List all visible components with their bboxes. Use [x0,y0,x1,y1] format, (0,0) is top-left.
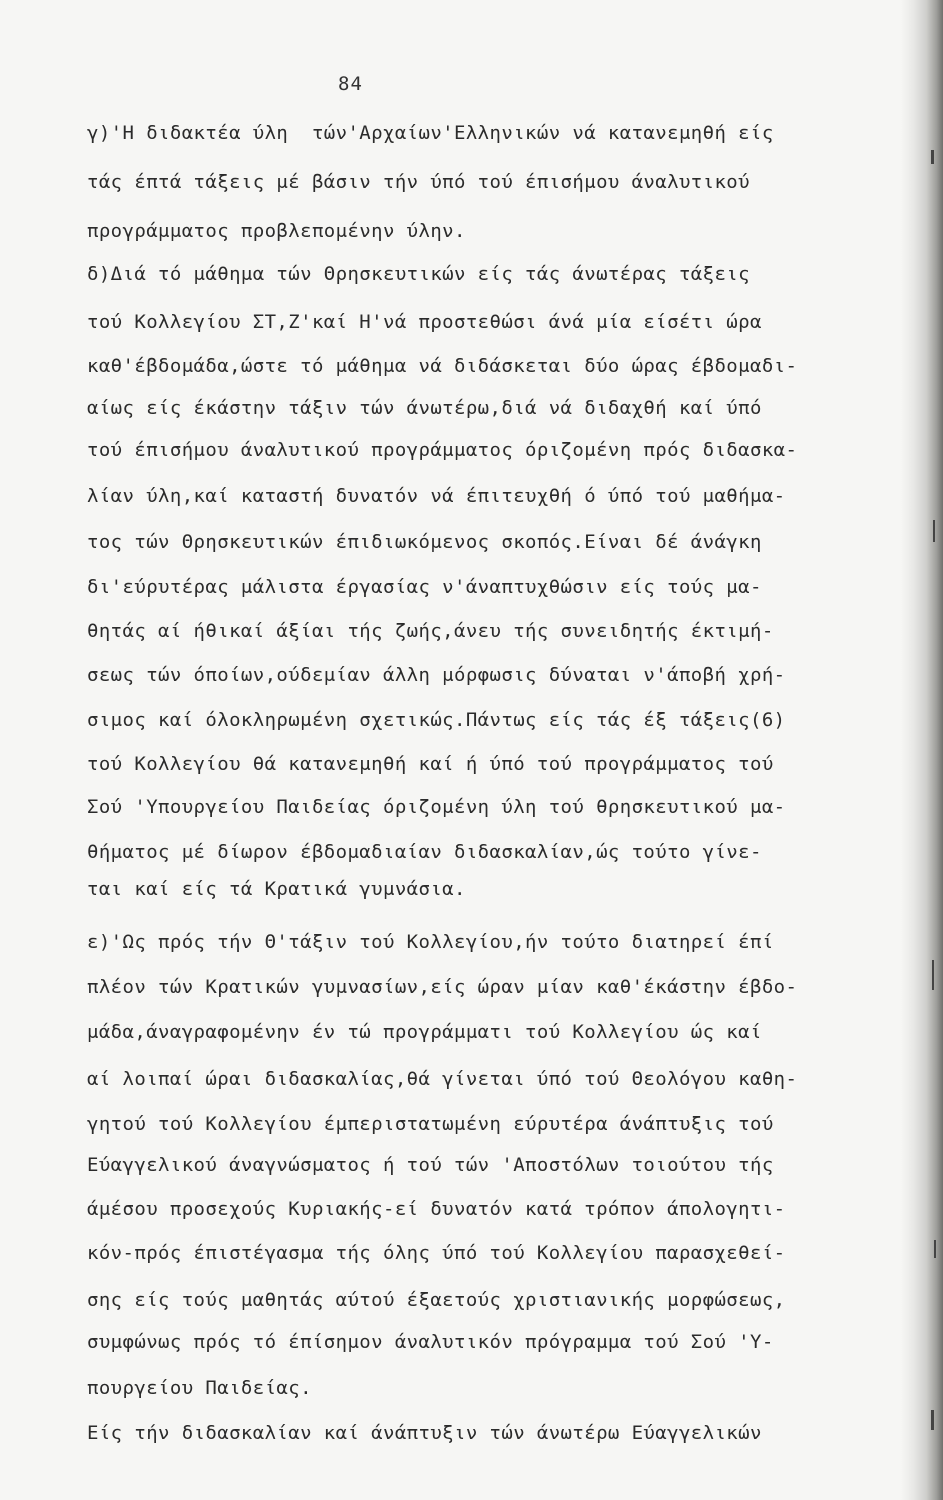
text-line: σης είς τούς μαθητάς αύτού έξαετούς χριστιανικής μορφώσεως, [87,1289,786,1311]
text-line: θήματος μέ δίωρον έβδομαδιαίαν διδασκαλίαν,ώς τούτο γίνε- [87,841,762,863]
text-line: λίαν ύλη,καί καταστή δυνατόν νά έπιτευχθή ό ύπό τού μαθήμα- [87,485,786,507]
text-line: ε)'Ως πρός τήν Θ'τάξιν τού Κολλεγίου,ήν τούτο διατηρεί έπί [87,931,774,953]
binding-mark [931,150,934,164]
text-line: αί λοιπαί ώραι διδασκαλίας,θά γίνεται ύπό τού Θεολόγου καθη- [87,1068,798,1090]
text-line: Εύαγγελικού άναγνώσματος ή τού τών 'Αποστόλων τοιούτου τής [87,1154,774,1176]
text-line: πλέον τών Κρατικών γυμνασίων,είς ώραν μίαν καθ'έκάστην έβδο- [87,976,798,998]
page-number [338,73,363,95]
text-line: άμέσου προσεχούς Κυριακής-εί δυνατόν κατά τρόπον άπολογητι- [87,1198,786,1220]
text-line: τού Κολλεγίου θά κατανεμηθή καί ή ύπό τού προγράμματος τού [87,753,774,775]
binding-mark [933,520,935,542]
text-line: σιμος καί όλοκληρωμένη σχετικώς.Πάντως είς τάς έξ τάξεις(6) [87,709,786,731]
text-line: αίως είς έκάστην τάξιν τών άνωτέρω,διά νά διδαχθή καί ύπό [87,397,762,419]
text-line: πουργείου Παιδείας. [87,1377,312,1399]
page-binding-edge [901,0,943,1500]
page-number-text: 84 [338,73,363,95]
text-line: θητάς αί ήθικαί άξίαι τής ζωής,άνευ τής συνειδητής έκτιμή- [87,620,774,642]
text-line: προγράμματος προβλεπομένην ύλην. [87,220,466,242]
binding-mark [932,960,934,990]
text-line: τού έπισήμου άναλυτικού προγράμματος όριζομένη πρός διδασκα- [87,439,798,461]
text-line: μάδα,άναγραφομένην έν τώ προγράμματι τού Κολλεγίου ώς καί [87,1021,762,1043]
text-line: καθ'έβδομάδα,ώστε τό μάθημα νά διδάσκεται δύο ώρας έβδομαδι- [87,355,798,377]
text-line: Σού 'Υπουργείου Παιδείας όριζομένη ύλη τού θρησκευτικού μα- [87,796,786,818]
text-line: συμφώνως πρός τό έπίσημον άναλυτικόν πρόγραμμα τού Σού 'Υ- [87,1331,774,1353]
text-line: δι'εύρυτέρας μάλιστα έργασίας ν'άναπτυχθώσιν είς τούς μα- [87,576,762,598]
text-line: δ)Διά τό μάθημα τών Θρησκευτικών είς τάς άνωτέρας τάξεις [87,263,750,285]
text-line: ται καί είς τά Κρατικά γυμνάσια. [87,878,466,900]
binding-mark [934,1240,936,1258]
binding-mark [931,1410,934,1430]
text-line: σεως τών όποίων,ούδεμίαν άλλη μόρφωσις δύναται ν'άποβή χρή- [87,664,786,686]
text-line: γ)'Η διδακτέα ύλη τών'Αρχαίων'Ελληνικών νά κατανεμηθή είς [87,122,774,144]
text-line: κόν-πρός έπιστέγασμα τής όλης ύπό τού Κολλεγίου παρασχεθεί- [87,1242,786,1264]
text-line: τος τών Θρησκευτικών έπιδιωκόμενος σκοπός.Είναι δέ άνάγκη [87,531,762,553]
text-line: Είς τήν διδασκαλίαν καί άνάπτυξιν τών άνωτέρω Εύαγγελικών [87,1422,762,1444]
text-line: τού Κολλεγίου ΣΤ,Ζ'καί Η'νά προστεθώσι άνά μία είσέτι ώρα [87,311,762,333]
text-line: τάς έπτά τάξεις μέ βάσιν τήν ύπό τού έπισήμου άναλυτικού [87,171,750,193]
text-line: γητού τού Κολλεγίου έμπεριστατωμένη εύρυτέρα άνάπτυξις τού [87,1113,774,1135]
